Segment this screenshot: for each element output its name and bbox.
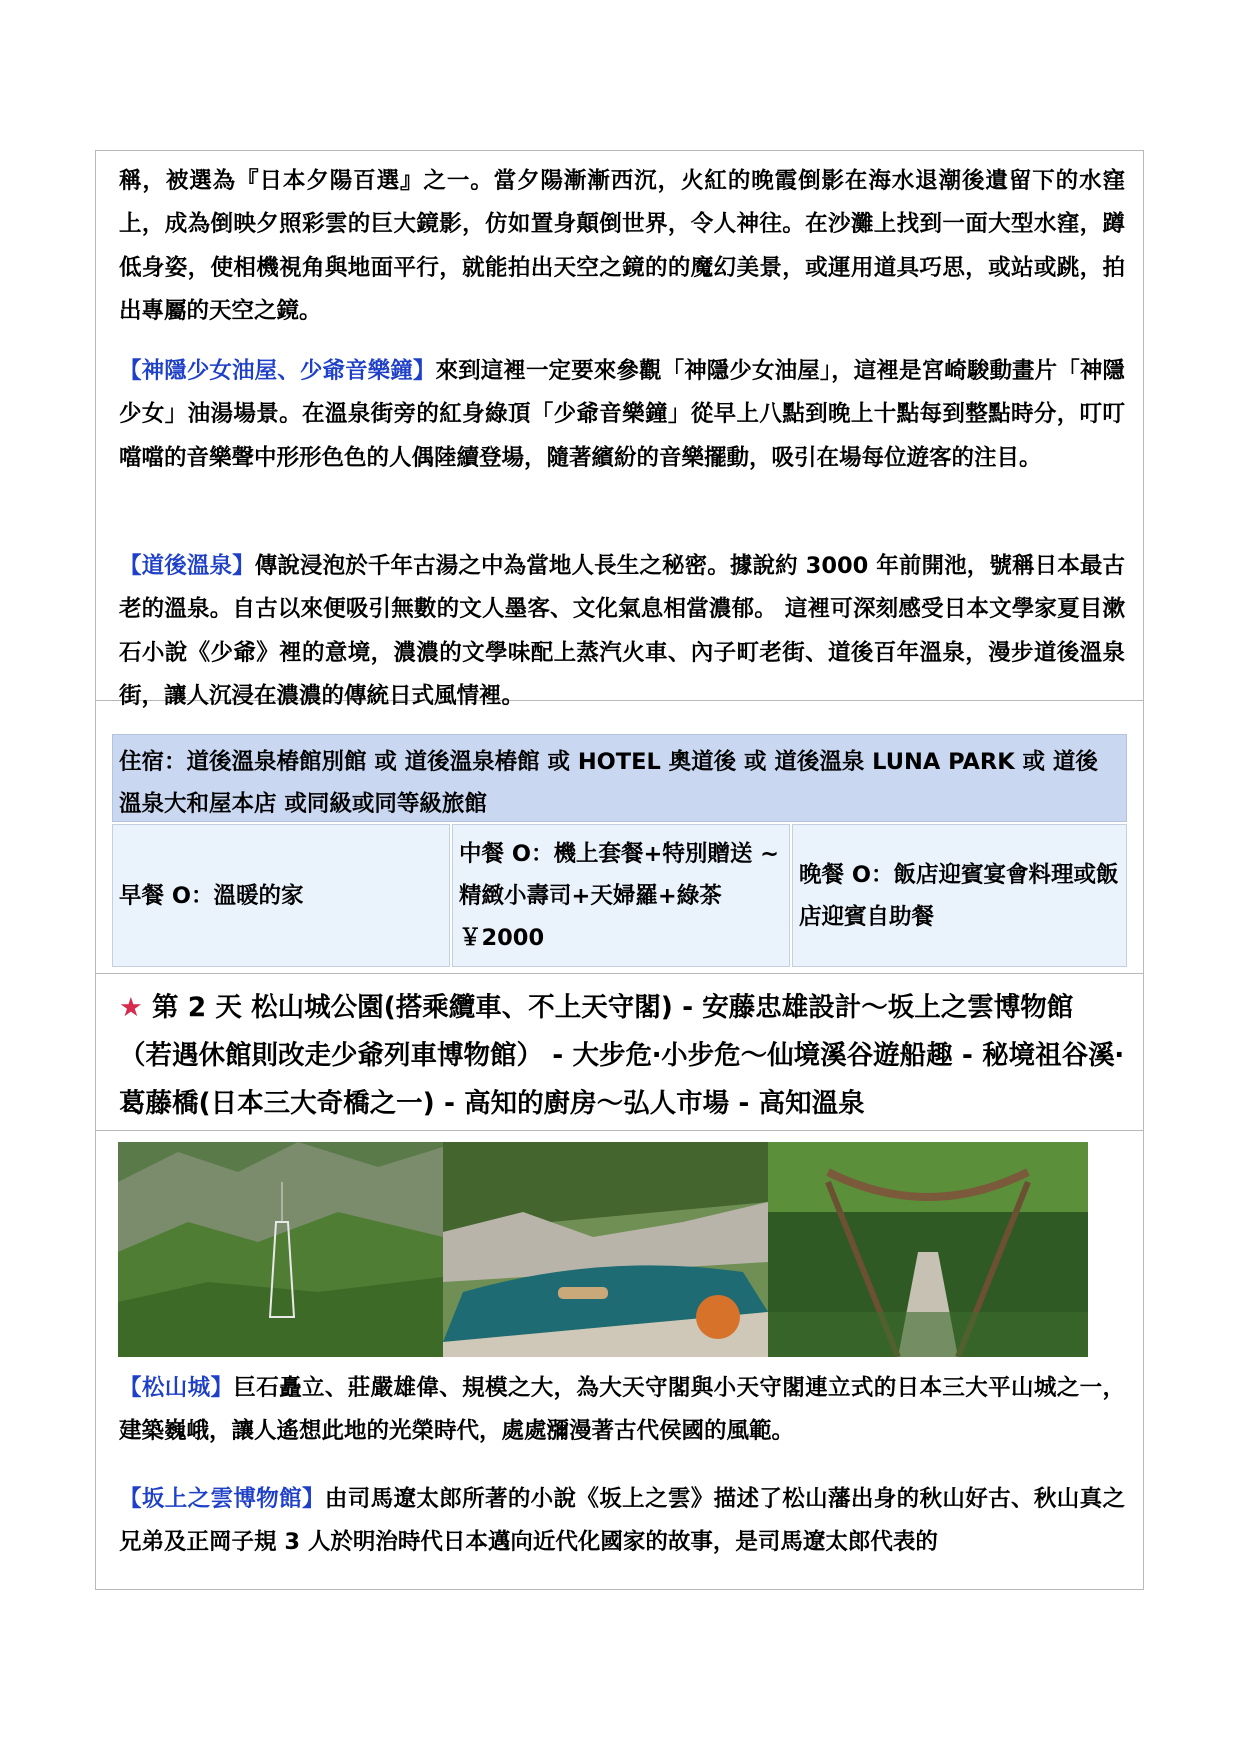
paragraph-spirited-away [119,350,1125,480]
paragraph-dogo-onsen [119,545,1125,718]
heading-dogo-onsen: 【道後溫泉】 [119,553,255,579]
ropeway-mountain-photo [118,1142,443,1357]
lodging-meals-table [112,734,1127,967]
text-clouds-museum: 由司馬遼太郎所著的小說《坂上之雲》描述了松山藩出身的秋山好古、秋山真之兄弟及正岡子規 3 人於明治時代日本邁向近代化國家的故事，是司馬遼太郎代表的 [119,1486,1125,1556]
text-spirited-away: 來到這裡一定要來參觀「神隱少女油屋」，這裡是宮崎駿動畫片「神隱少女」油湯場景。在溫泉街旁的紅身綠頂「少爺音樂鐘」從早上八點到晚上十點每到整點時分，叮叮噹噹的音樂聲中形形色色的人偶陸續登場，隨著繽紛的音樂擺動，吸引在場每位遊客的注目。 [119,358,1125,471]
paragraph-clouds-museum [119,1478,1125,1565]
day2-title: 第 2 天 松山城公園(搭乘纜車、不上天守閣) - 安藤忠雄設計～坂上之雲博物館（若遇休館則改走少爺列車博物館） - 大步危‧小步危～仙境溪谷遊船趣 - 秘境祖谷溪‧葛藤橋(日本三大奇橋之一) - 高知的廚房～弘人市場 - 高知溫泉 [119,992,1124,1119]
gorge-river-boat-photo [443,1142,768,1357]
paragraph-sky-mirror: 稱，被選為『日本夕陽百選』之一。當夕陽漸漸西沉，火紅的晚霞倒影在海水退潮後遺留下的水窪上，成為倒映夕照彩雲的巨大鏡影，仿如置身顛倒世界，令人神往。在沙灘上找到一面大型水窪，蹲低身姿，使相機視角與地面平行，就能拍出天空之鏡的的魔幻美景，或運用道具巧思，或站或跳，拍出專屬的天空之鏡。 [119,168,1125,324]
photo-strip [118,1142,1088,1357]
vine-bridge-photo [768,1142,1088,1357]
breakfast-cell: 早餐 O：溫暖的家 [112,824,450,967]
lunch-cell: 中餐 O：機上套餐+特別贈送 ~精緻小壽司+天婦羅+綠茶 ￥2000 [452,824,790,967]
heading-spirited-away: 【神隱少女油屋、少爺音樂鐘】 [119,358,436,384]
lodging-cell: 住宿：道後溫泉椿館別館 或 道後溫泉椿館 或 HOTEL 奧道後 或 道後溫泉 LUNA PARK 或 道後溫泉大和屋本店 或同級或同等級旅館 [112,734,1127,822]
paragraph-matsuyama-castle [119,1367,1125,1454]
heading-clouds-museum: 【坂上之雲博物館】 [119,1486,325,1512]
text-matsuyama-castle: 巨石矗立、莊嚴雄偉、規模之大，為大天守閣與小天守閣連立式的日本三大平山城之一，建築巍峨，讓人遙想此地的光榮時代，處處瀰漫著古代侯國的風範。 [119,1375,1125,1445]
heading-matsuyama-castle: 【松山城】 [119,1375,234,1401]
day2-heading [119,984,1125,1128]
section-divider [95,973,1144,974]
section-divider [95,1130,1144,1131]
dinner-cell: 晚餐 O：飯店迎賓宴會料理或飯店迎賓自助餐 [792,824,1127,967]
star-icon: ★ [119,992,143,1023]
text-dogo-onsen: 傳說浸泡於千年古湯之中為當地人長生之秘密。據說約 3000 年前開池，號稱日本最古老的溫泉。自古以來便吸引無數的文人墨客、文化氣息相當濃郁。 這裡可深刻感受日本文學家夏目漱石小說《少爺》裡的意境，濃濃的文學味配上蒸汽火車、內子町老街、道後百年溫泉，漫步道後溫泉街，讓人沉浸在濃濃的傳統日式風情裡。 [119,553,1125,709]
